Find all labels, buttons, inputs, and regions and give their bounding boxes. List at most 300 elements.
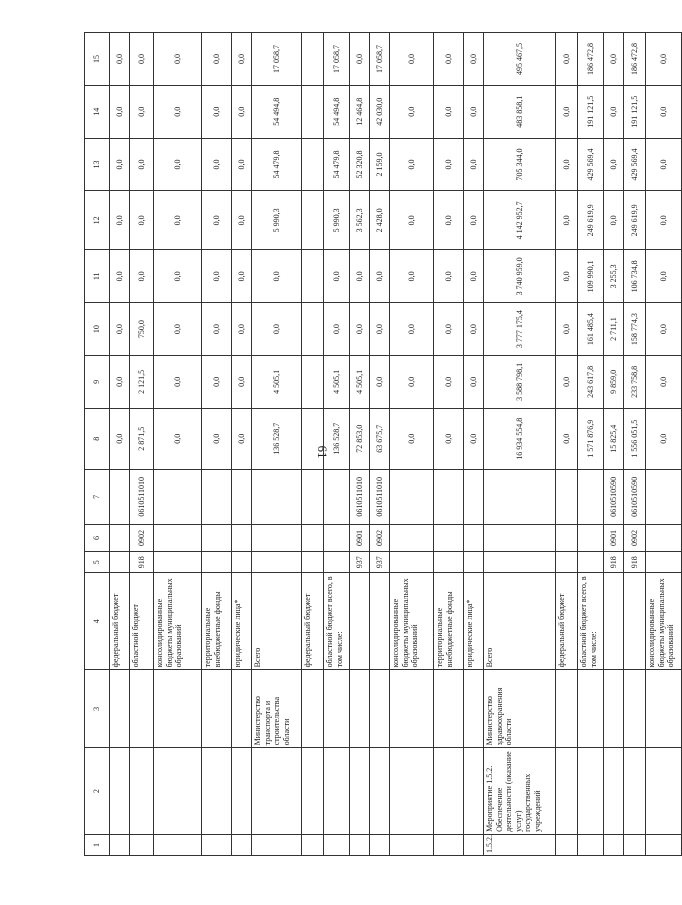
table-cell xyxy=(434,834,464,855)
table-cell: 0,0 xyxy=(154,250,202,303)
table-cell: 0,0 xyxy=(434,250,464,303)
table-cell: Всего xyxy=(252,573,302,670)
table-cell: 0,0 xyxy=(556,355,578,408)
table-cell: 0,0 xyxy=(390,85,434,138)
table-cell: 17 058,7 xyxy=(370,33,390,86)
column-header: 7 xyxy=(85,469,110,524)
table-cell: 0902 xyxy=(624,524,646,551)
table-cell: 0,0 xyxy=(390,138,434,191)
table-row xyxy=(302,33,324,856)
table-cell xyxy=(556,670,578,748)
table-cell xyxy=(252,469,302,524)
table-cell: 63 675,7 xyxy=(370,408,390,469)
table-cell: 0,0 xyxy=(232,85,252,138)
table-cell: федеральный бюджет xyxy=(110,573,130,670)
table-cell: 0,0 xyxy=(110,408,130,469)
table-cell: юридические лица* xyxy=(464,573,484,670)
table-cell: 495 467,5 xyxy=(484,33,556,86)
table-cell: 3 562,3 xyxy=(350,191,370,250)
page-number: 61 xyxy=(315,445,330,459)
table-row xyxy=(604,33,624,856)
column-header: 15 xyxy=(85,33,110,86)
table-row xyxy=(130,33,154,856)
table-row xyxy=(646,33,682,856)
table-cell xyxy=(110,552,130,573)
table-cell: 3 740 959,0 xyxy=(484,250,556,303)
table-cell: 0610510590 xyxy=(604,469,624,524)
table-cell xyxy=(484,469,556,524)
table-cell: 9 859,0 xyxy=(604,355,624,408)
table-cell: 0,0 xyxy=(350,303,370,356)
table-cell: территориальные внебюджетные фонды xyxy=(202,573,232,670)
table-cell xyxy=(578,524,604,551)
table-cell: 0,0 xyxy=(556,303,578,356)
table-cell: 0902 xyxy=(370,524,390,551)
table-row xyxy=(464,33,484,856)
table-cell: 0,0 xyxy=(154,85,202,138)
table-cell: 0,0 xyxy=(646,303,682,356)
table-cell xyxy=(324,670,350,748)
table-cell: консолидированные бюджеты муниципальных образований xyxy=(390,573,434,670)
table-cell xyxy=(556,834,578,855)
table-cell xyxy=(154,469,202,524)
table-cell xyxy=(370,834,390,855)
table-cell: 0,0 xyxy=(232,355,252,408)
table-cell: 0,0 xyxy=(434,355,464,408)
table-cell: 0,0 xyxy=(434,138,464,191)
table-cell: 0,0 xyxy=(232,250,252,303)
table-cell: 0,0 xyxy=(232,33,252,86)
table-cell: 2 121,5 xyxy=(130,355,154,408)
table-cell: 191 121,5 xyxy=(624,85,646,138)
table-cell xyxy=(350,748,370,835)
table-cell xyxy=(370,670,390,748)
table-cell: 429 569,4 xyxy=(578,138,604,191)
table-cell: 54 479,8 xyxy=(252,138,302,191)
table-cell: 918 xyxy=(130,552,154,573)
table-cell: территориальные внебюджетные фонды xyxy=(434,573,464,670)
table-cell: 0,0 xyxy=(556,85,578,138)
table-cell xyxy=(302,138,324,191)
table-cell xyxy=(232,748,252,835)
table-cell: 106 734,8 xyxy=(624,250,646,303)
table-cell: 937 xyxy=(350,552,370,573)
table-cell xyxy=(624,748,646,835)
table-cell: 0,0 xyxy=(390,408,434,469)
table-cell xyxy=(232,670,252,748)
table-cell xyxy=(464,552,484,573)
table-cell: 0,0 xyxy=(350,250,370,303)
table-cell xyxy=(302,670,324,748)
table-cell: 0,0 xyxy=(464,85,484,138)
column-header: 9 xyxy=(85,355,110,408)
table-cell: 16 934 554,8 xyxy=(484,408,556,469)
table-cell xyxy=(464,469,484,524)
table-cell: 0,0 xyxy=(324,303,350,356)
table-cell xyxy=(232,552,252,573)
table-cell: 15 825,4 xyxy=(604,408,624,469)
table-cell: 2 428,0 xyxy=(370,191,390,250)
table-cell xyxy=(464,670,484,748)
table-cell: 1 571 876,9 xyxy=(578,408,604,469)
table-cell xyxy=(578,670,604,748)
table-cell: Всего xyxy=(484,573,556,670)
table-cell: 0,0 xyxy=(390,355,434,408)
table-cell: 17 058,7 xyxy=(324,33,350,86)
table-cell xyxy=(302,748,324,835)
table-cell: 0,0 xyxy=(434,33,464,86)
table-cell: 0,0 xyxy=(202,303,232,356)
table-cell: 0,0 xyxy=(464,303,484,356)
table-row xyxy=(370,33,390,856)
table-cell: 4 505,1 xyxy=(324,355,350,408)
column-header: 13 xyxy=(85,138,110,191)
table-cell: 54 494,8 xyxy=(252,85,302,138)
table-row xyxy=(484,33,556,856)
table-cell: 0901 xyxy=(350,524,370,551)
table-cell xyxy=(646,552,682,573)
table-cell: консолидированные бюджеты муниципальных образований xyxy=(646,573,682,670)
table-cell xyxy=(130,834,154,855)
table-cell: областной бюджет всего, в том числе: xyxy=(578,573,604,670)
table-cell xyxy=(556,748,578,835)
table-row xyxy=(252,33,302,856)
table-cell: 0,0 xyxy=(464,408,484,469)
table-cell: 0,0 xyxy=(434,408,464,469)
table-cell: 0,0 xyxy=(202,85,232,138)
table-cell xyxy=(390,469,434,524)
table-cell xyxy=(252,552,302,573)
table-cell xyxy=(390,524,434,551)
table-row xyxy=(578,33,604,856)
table-cell: 0,0 xyxy=(390,303,434,356)
table-cell xyxy=(110,834,130,855)
table-cell xyxy=(252,524,302,551)
table-cell: 2 871,5 xyxy=(130,408,154,469)
table-cell: 0,0 xyxy=(154,33,202,86)
table-cell: 0,0 xyxy=(646,85,682,138)
table-cell: 0,0 xyxy=(604,33,624,86)
table-cell: 186 472,8 xyxy=(624,33,646,86)
table-cell xyxy=(154,748,202,835)
table-cell xyxy=(202,670,232,748)
table-cell: 0610511010 xyxy=(350,469,370,524)
table-cell: Министерство здравоохранения области xyxy=(484,670,556,748)
table-cell: 0,0 xyxy=(202,33,232,86)
table-cell: 0610510590 xyxy=(624,469,646,524)
column-header: 2 xyxy=(85,748,110,835)
table-cell xyxy=(646,524,682,551)
table-cell: 0,0 xyxy=(130,250,154,303)
table-cell xyxy=(202,748,232,835)
table-cell: 0,0 xyxy=(110,85,130,138)
table-cell: 705 344,0 xyxy=(484,138,556,191)
table-cell: 0,0 xyxy=(232,408,252,469)
table-cell xyxy=(302,191,324,250)
table-cell xyxy=(302,303,324,356)
table-cell xyxy=(324,552,350,573)
table-cell xyxy=(604,834,624,855)
table-cell: 0,0 xyxy=(464,355,484,408)
table-cell: 186 472,8 xyxy=(578,33,604,86)
table-cell xyxy=(464,748,484,835)
table-cell xyxy=(324,469,350,524)
table-cell: 0,0 xyxy=(350,33,370,86)
table-cell xyxy=(390,552,434,573)
table-cell xyxy=(624,834,646,855)
table-cell: 0,0 xyxy=(202,355,232,408)
table-cell: 0,0 xyxy=(646,408,682,469)
table-cell: 483 858,1 xyxy=(484,85,556,138)
table-cell: 0,0 xyxy=(464,250,484,303)
table-cell: 243 617,8 xyxy=(578,355,604,408)
table-cell: 3 588 798,1 xyxy=(484,355,556,408)
table-cell xyxy=(390,670,434,748)
rotated-page xyxy=(84,32,676,856)
table-cell xyxy=(646,834,682,855)
table-cell: 0901 xyxy=(604,524,624,551)
column-header: 1 xyxy=(85,834,110,855)
table-row xyxy=(154,33,202,856)
table-cell: 54 494,8 xyxy=(324,85,350,138)
table-cell: 0,0 xyxy=(646,250,682,303)
table-row xyxy=(556,33,578,856)
table-cell: 0,0 xyxy=(154,303,202,356)
column-header: 4 xyxy=(85,573,110,670)
table-cell xyxy=(110,524,130,551)
table-row xyxy=(324,33,350,856)
table-cell xyxy=(370,748,390,835)
table-cell xyxy=(302,408,324,469)
table-cell: 0,0 xyxy=(434,303,464,356)
table-cell xyxy=(434,748,464,835)
table-cell: Мероприятие 1.5.2. Обеспечение деятельности (оказание услуг) государственных учреждений xyxy=(484,748,556,835)
table-cell xyxy=(604,748,624,835)
table-cell xyxy=(324,524,350,551)
table-cell xyxy=(202,834,232,855)
table-cell: консолидированные бюджеты муниципальных образований xyxy=(154,573,202,670)
table-cell: 750,0 xyxy=(130,303,154,356)
table-row xyxy=(110,33,130,856)
table-cell: 0,0 xyxy=(556,138,578,191)
table-cell: 0902 xyxy=(130,524,154,551)
table-cell xyxy=(434,670,464,748)
table-cell: 0,0 xyxy=(390,191,434,250)
table-cell xyxy=(154,524,202,551)
table-cell xyxy=(154,552,202,573)
table-cell: 1 556 051,5 xyxy=(624,408,646,469)
table-cell: 161 485,4 xyxy=(578,303,604,356)
table-row xyxy=(232,33,252,856)
table-cell xyxy=(202,524,232,551)
table-cell: 0,0 xyxy=(370,355,390,408)
table-cell xyxy=(390,834,434,855)
table-cell: 0,0 xyxy=(646,33,682,86)
table-cell xyxy=(324,748,350,835)
table-cell: 158 774,3 xyxy=(624,303,646,356)
column-header: 5 xyxy=(85,552,110,573)
table-cell: 0,0 xyxy=(130,138,154,191)
table-cell: 4 505,1 xyxy=(252,355,302,408)
table-cell: 1.5.2. xyxy=(484,834,556,855)
table-cell: 0,0 xyxy=(646,355,682,408)
column-header: 8 xyxy=(85,408,110,469)
table-cell: 0,0 xyxy=(154,191,202,250)
table-cell: 0610511010 xyxy=(130,469,154,524)
table-cell: 191 121,5 xyxy=(578,85,604,138)
table-cell: 4 142 952,7 xyxy=(484,191,556,250)
table-cell xyxy=(556,469,578,524)
table-row xyxy=(202,33,232,856)
table-cell: 0,0 xyxy=(370,303,390,356)
table-cell: 0,0 xyxy=(556,408,578,469)
table-cell xyxy=(578,748,604,835)
table-cell: 0,0 xyxy=(110,33,130,86)
table-cell xyxy=(302,469,324,524)
table-cell: юридические лица* xyxy=(232,573,252,670)
table-cell: 0610511010 xyxy=(370,469,390,524)
table-cell: 0,0 xyxy=(110,303,130,356)
table-cell: 0,0 xyxy=(154,355,202,408)
table-cell: 918 xyxy=(604,552,624,573)
column-header: 3 xyxy=(85,670,110,748)
table-cell xyxy=(202,552,232,573)
table-cell xyxy=(646,469,682,524)
table-cell xyxy=(556,552,578,573)
table-cell: 0,0 xyxy=(130,191,154,250)
table-cell xyxy=(434,524,464,551)
table-cell: 0,0 xyxy=(370,250,390,303)
table-cell: 0,0 xyxy=(232,138,252,191)
table-cell xyxy=(232,834,252,855)
table-cell xyxy=(110,670,130,748)
table-cell: 429 569,4 xyxy=(624,138,646,191)
table-cell: 4 505,1 xyxy=(350,355,370,408)
table-cell xyxy=(624,573,646,670)
table-cell: 0,0 xyxy=(154,138,202,191)
table-cell xyxy=(252,834,302,855)
table-cell: 42 030,0 xyxy=(370,85,390,138)
table-cell xyxy=(350,834,370,855)
table-cell xyxy=(370,573,390,670)
table-cell: 0,0 xyxy=(110,138,130,191)
table-cell: 0,0 xyxy=(110,250,130,303)
table-cell: 0,0 xyxy=(556,191,578,250)
table-cell xyxy=(578,552,604,573)
table-row xyxy=(434,33,464,856)
table-cell: 0,0 xyxy=(604,85,624,138)
table-cell: 0,0 xyxy=(232,303,252,356)
table-cell: 5 990,3 xyxy=(252,191,302,250)
table-cell xyxy=(556,524,578,551)
table-cell xyxy=(624,670,646,748)
column-header: 14 xyxy=(85,85,110,138)
table-cell xyxy=(302,85,324,138)
table-cell xyxy=(434,552,464,573)
table-cell: 0,0 xyxy=(604,191,624,250)
column-header: 10 xyxy=(85,303,110,356)
table-cell xyxy=(154,670,202,748)
table-cell: 0,0 xyxy=(130,33,154,86)
table-cell xyxy=(390,748,434,835)
table-cell xyxy=(154,834,202,855)
table-cell xyxy=(302,524,324,551)
table-cell: 3 777 175,4 xyxy=(484,303,556,356)
table-cell xyxy=(604,670,624,748)
table-cell: 0,0 xyxy=(154,408,202,469)
table-cell xyxy=(232,524,252,551)
table-cell: 0,0 xyxy=(130,85,154,138)
table-cell: 0,0 xyxy=(202,250,232,303)
table-cell: 17 058,7 xyxy=(252,33,302,86)
table-cell: 0,0 xyxy=(604,138,624,191)
table-cell: 249 619,9 xyxy=(578,191,604,250)
table-cell xyxy=(302,250,324,303)
table-cell xyxy=(350,573,370,670)
table-cell xyxy=(130,670,154,748)
table-cell: 0,0 xyxy=(202,138,232,191)
table-cell xyxy=(484,552,556,573)
header-row xyxy=(85,33,110,856)
table-cell xyxy=(604,573,624,670)
table-cell xyxy=(434,469,464,524)
table-cell: федеральный бюджет xyxy=(556,573,578,670)
table-cell xyxy=(578,834,604,855)
table-cell xyxy=(302,552,324,573)
table-cell: федеральный бюджет xyxy=(302,573,324,670)
table-cell: 249 619,9 xyxy=(624,191,646,250)
column-header: 6 xyxy=(85,524,110,551)
table-cell: 0,0 xyxy=(556,250,578,303)
table-cell xyxy=(464,524,484,551)
table-cell xyxy=(302,834,324,855)
table-cell: 109 990,1 xyxy=(578,250,604,303)
table-cell xyxy=(130,748,154,835)
table-cell xyxy=(578,469,604,524)
table-cell: 0,0 xyxy=(556,33,578,86)
table-cell: 233 758,8 xyxy=(624,355,646,408)
table-cell: 5 990,3 xyxy=(324,191,350,250)
table-cell xyxy=(110,469,130,524)
table-cell xyxy=(646,748,682,835)
table-cell: 3 255,3 xyxy=(604,250,624,303)
table-cell: 0,0 xyxy=(232,191,252,250)
table-cell: Министерство транспорта и строительства области xyxy=(252,670,302,748)
table-cell xyxy=(464,834,484,855)
table-cell: 0,0 xyxy=(434,85,464,138)
table-cell: 72 853,0 xyxy=(350,408,370,469)
table-cell: 0,0 xyxy=(202,191,232,250)
table-row xyxy=(350,33,370,856)
table-cell: 0,0 xyxy=(434,191,464,250)
table-row xyxy=(624,33,646,856)
table-cell xyxy=(484,524,556,551)
table-cell: 0,0 xyxy=(464,191,484,250)
table-cell: 2 159,0 xyxy=(370,138,390,191)
table-cell: 2 711,1 xyxy=(604,303,624,356)
table-cell: 52 320,8 xyxy=(350,138,370,191)
table-cell: 54 479,8 xyxy=(324,138,350,191)
table-cell: 0,0 xyxy=(252,250,302,303)
table-cell xyxy=(110,748,130,835)
table-cell: 12 464,8 xyxy=(350,85,370,138)
column-header: 11 xyxy=(85,250,110,303)
table-cell: 0,0 xyxy=(390,250,434,303)
table-cell: 0,0 xyxy=(202,408,232,469)
table-cell xyxy=(302,355,324,408)
table-cell: 0,0 xyxy=(646,138,682,191)
table-cell: 918 xyxy=(624,552,646,573)
